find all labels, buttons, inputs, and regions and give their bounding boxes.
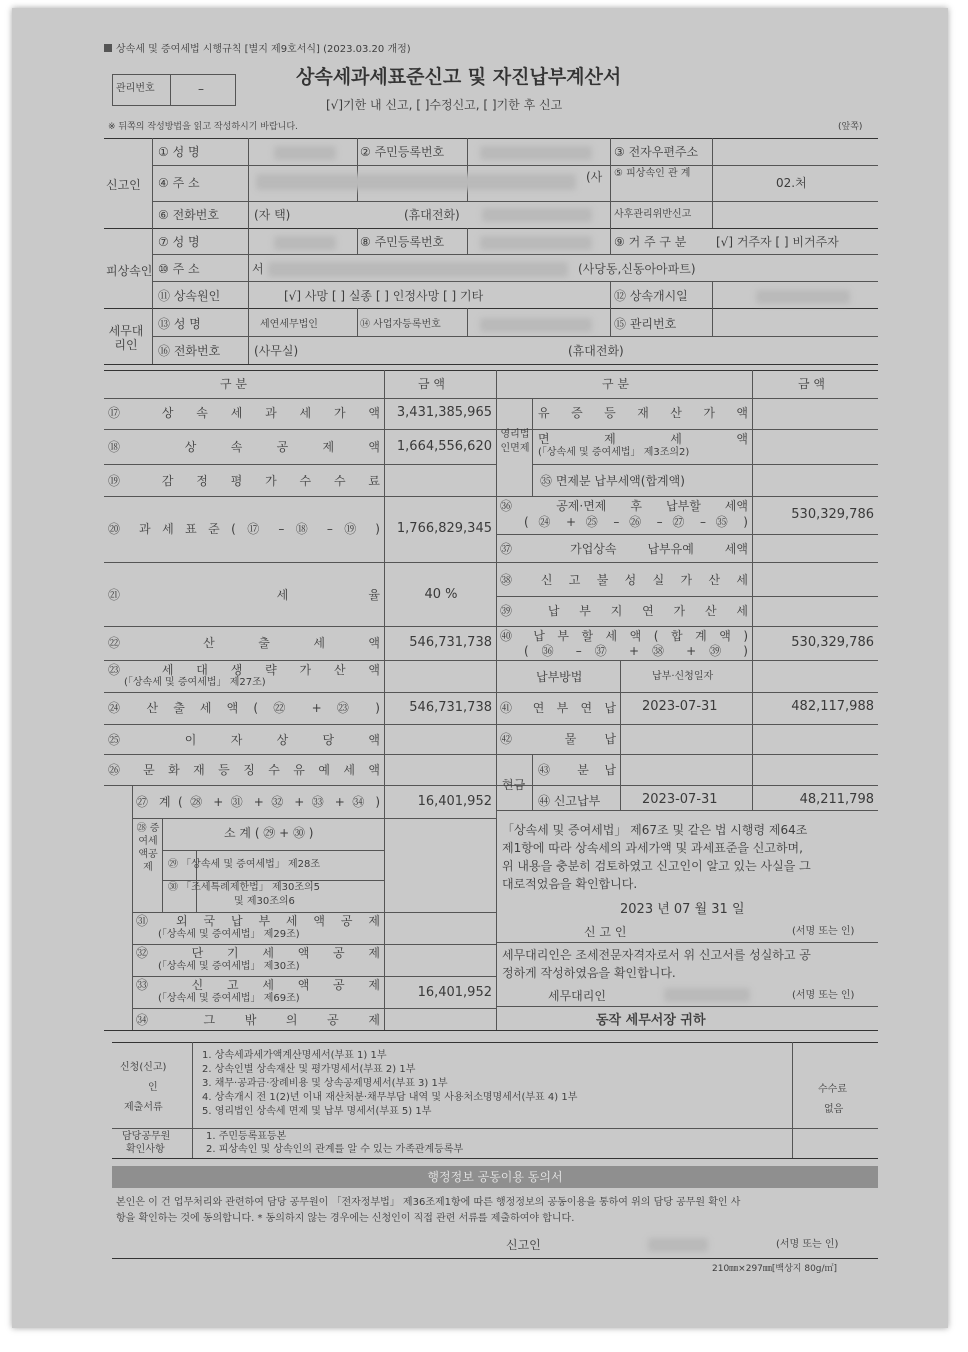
left-header-item: 구 분 <box>220 377 247 391</box>
agent-name-value: 세연세무법인 <box>260 319 318 330</box>
officer-label-1: 담당공무원 <box>122 1131 171 1142</box>
redacted-decedent-rrn <box>480 236 592 250</box>
declaration-filer: 신 고 인 <box>584 925 627 939</box>
row-26-label: ㉖ 문 화 재 등 징 수 유 예 세 액 <box>108 763 380 777</box>
agent-phone-mobile: (휴대전화) <box>568 344 624 358</box>
attachment-item-4: 4. 상속개시 전 1(2)년 이내 재산처분·채무부담 내역 및 사용처소명명세서(부표 4) 1부 <box>202 1092 578 1103</box>
attachment-item-5: 5. 영리법인 상속세 면제 및 납부 명세서(부표 5) 1부 <box>202 1106 432 1117</box>
row-20-value: 1,766,829,345 <box>396 521 492 536</box>
row-38-label: ㊳ 신 고 불 성 실 가 산 세 <box>500 573 748 587</box>
row-37-label: ㊲ 가업상속 납부유예 세액 <box>500 542 748 556</box>
cause-label: ⑪ 상속원인 <box>158 289 221 303</box>
decedent-address-label: ⑩ 주 소 <box>158 262 200 276</box>
row-32-label: ㉜ 단 기 세 액 공 제 <box>136 946 380 960</box>
row-44-label: ㊹ 신고납부 <box>538 794 601 808</box>
start-date-label: ⑫ 상속개시일 <box>614 289 688 303</box>
row-36-label: ㊱ 공제·면제 후 납부할 세액 <box>500 499 748 513</box>
square-bullet-icon <box>104 44 112 52</box>
consent-title: 행정정보 공동이용 동의서 <box>112 1166 878 1188</box>
right-header-item: 구 분 <box>602 377 629 391</box>
row-42-label: ㊷ 물 납 <box>500 732 616 746</box>
credit-30-label: ㉚ 「조세특례제한법」 제30조의5 <box>168 882 321 893</box>
redacted-filer-phone <box>482 208 592 222</box>
agent-mgmt-label: ⑮ 관리번호 <box>614 317 677 331</box>
row-18-value: 1,664,556,620 <box>396 439 492 454</box>
redacted-filer-rrn <box>480 146 592 160</box>
agent-signer: 세무대리인 <box>548 989 606 1003</box>
row-36-value: 530,329,786 <box>791 507 874 522</box>
pay-date-header: 납부·신청일자 <box>652 671 714 682</box>
officer-item-1: 1. 주민등록표등본 <box>206 1131 287 1142</box>
row-23-sub: (「상속세 및 증여세법」 제27조) <box>124 677 266 688</box>
row-27-value: 16,401,952 <box>417 794 492 809</box>
residency-label: ⑨ 거 주 구 분 <box>614 235 687 249</box>
officer-label-2: 확인사항 <box>126 1144 165 1155</box>
row-34-label: ㉞ 그 밖 의 공 제 <box>136 1013 380 1027</box>
row-27-label: ㉗ 계 ( ㉘ + ㉛ + ㉜ + ㉝ + ㉞ ) <box>136 795 380 809</box>
row-40-value: 530,329,786 <box>791 635 874 650</box>
row-22-label: ㉒ 산 출 세 액 <box>108 636 380 650</box>
agent-name-label: ⑬ 성 명 <box>158 317 201 331</box>
decedent-rrn-label: ⑧ 주민등록번호 <box>360 235 445 249</box>
filer-section-label: 신고인 <box>106 178 141 192</box>
redacted-decedent-name <box>274 236 336 250</box>
credit-30-sub: 및 제30조의6 <box>234 896 295 907</box>
consent-line-2: 항을 확인하는 것에 동의합니다. * 동의하지 않는 경우에는 신청인이 직접 관련 서류를 제출하여야 합니다. <box>116 1213 575 1224</box>
tax-office: 동작 세무서장 귀하 <box>596 1013 706 1028</box>
filer-phone-home: (자 택) <box>254 208 291 222</box>
row-44-date: 2023-07-31 <box>642 792 718 807</box>
filing-type: [√]기한 내 신고, [ ]수정신고, [ ]기한 후 신고 <box>326 98 563 112</box>
declaration-line-4: 대로적었음을 확인합니다. <box>502 877 638 891</box>
officer-item-2: 2. 피상속인 및 상속인의 관계를 알 수 있는 가족관계등록부 <box>206 1144 464 1155</box>
attachment-item-2: 2. 상속인별 상속재산 및 평가명세서(부표 2) 1부 <box>202 1064 416 1075</box>
row-33-sub: (「상속세 및 증여세법」 제69조) <box>158 993 300 1004</box>
declaration-line-3: 위 내용을 충분히 검토하였고 신고인이 알고 있는 사실을 그 <box>502 859 811 873</box>
consent-line-1: 본인은 이 건 업무처리와 관련하여 담당 공무원이 「전자정부법」 제36조제1항에 따른 행정정보의 공동이용을 통하여 위의 담당 공무원 확인 사 <box>116 1197 741 1208</box>
redacted-decedent-address <box>268 262 568 277</box>
declaration-sign: (서명 또는 인) <box>792 926 855 937</box>
declaration-date: 2023 년 07 월 31 일 <box>620 902 745 917</box>
relation-value: 02.처 <box>776 176 807 190</box>
row-23-label: ㉓ 세 대 생 략 가 산 액 <box>108 663 380 677</box>
row-32-sub: (「상속세 및 증여세법」 제30조) <box>158 961 300 972</box>
filer-phone-label: ⑥ 전화번호 <box>158 208 219 222</box>
fee-value: 없음 <box>824 1104 844 1115</box>
decedent-section-label: 피상속인 <box>106 264 153 278</box>
relation-label: ⑤ 피상속인 관 계 <box>614 168 691 179</box>
row-44-value: 48,211,798 <box>799 792 874 807</box>
cash-group: 현금 <box>502 778 526 792</box>
row-40-label: ㊵ 납 부 할 세 액 ( 합 계 액 ) <box>500 629 748 643</box>
row-33-label: ㉝ 신 고 세 액 공 제 <box>136 978 380 992</box>
row-31-sub: (「상속세 및 증여세법」 제29조) <box>158 929 300 940</box>
agent-phone-label: ⑯ 전화번호 <box>158 344 221 358</box>
row-21-label: ㉑ 세 율 <box>108 588 380 602</box>
gift-credit-group: ㉘ 증여세액공제 <box>136 823 160 873</box>
mgmt-number-value: – <box>198 82 204 96</box>
row-21-value: 40 % <box>424 587 458 602</box>
cause-value: [√] 사망 [ ] 실종 [ ] 인정사망 [ ] 기타 <box>284 289 484 303</box>
row-22-value: 546,731,738 <box>409 635 492 650</box>
filer-address-tail: (사 <box>586 170 603 184</box>
row-36-sub: ( ㉔ + ㉕ – ㉖ – ㉗ – ㉟ ) <box>524 515 748 529</box>
mgmt-number-label: 관리번호 <box>116 83 155 94</box>
attachments-label-1: 신청(신고) <box>120 1062 167 1073</box>
agent-bizno-label: ⑭ 사업자등록번호 <box>360 319 441 330</box>
redacted-filer-address <box>256 174 576 190</box>
credit-subtotal-label: 소 계 ( ㉙ + ㉚ ) <box>224 826 314 840</box>
filer-phone-mobile: (휴대전화) <box>404 208 460 222</box>
residency-value: [√] 거주자 [ ] 비거주자 <box>716 235 839 249</box>
pay-method-header: 납부방법 <box>536 670 583 684</box>
attachment-item-3: 3. 채무·공과금·장례비용 및 상속공제명세서(부표 3) 1부 <box>202 1078 448 1089</box>
left-header-amount: 금 액 <box>418 377 445 391</box>
agent-sign: (서명 또는 인) <box>792 990 855 1001</box>
law-reference-text: 상속세 및 증여세법 시행규칙 [별지 제9호서식] (2023.03.20 개정) <box>116 44 411 55</box>
row-19-label: ⑲ 감 정 평 가 수 수 료 <box>108 474 380 488</box>
right-header-amount: 금 액 <box>798 377 825 391</box>
row-18-label: ⑱ 상 속 공 제 액 <box>108 440 380 454</box>
row-43-label: ㊸ 분 납 <box>538 763 616 777</box>
row-39-label: ㊴ 납 부 지 연 가 산 세 <box>500 604 748 618</box>
filer-name-label: ① 성 명 <box>158 145 200 159</box>
row-35-label: ㉟ 면제분 납부세액(합계액) <box>540 474 685 488</box>
filer-rrn-label: ② 주민등록번호 <box>360 145 445 159</box>
form-title: 상속세과세표준신고 및 자진납부계산서 <box>296 66 622 88</box>
attachments-label-3: 제출서류 <box>124 1102 163 1113</box>
redacted-consent-signer <box>648 1238 708 1252</box>
row-25-label: ㉕ 이 자 상 당 액 <box>108 733 380 747</box>
paper-spec: 210㎜×297㎜[백상지 80g/㎡] <box>712 1264 838 1274</box>
row-31-label: ㉛ 외 국 납 부 세 액 공 제 <box>136 914 380 928</box>
redacted-filer-name <box>274 146 336 160</box>
fee-label: 수수료 <box>818 1084 847 1095</box>
row-20-label: ⑳ 과 세 표 준 ( ⑰ – ⑱ – ⑲ ) <box>108 522 380 536</box>
declaration-line-2: 제1항에 따라 상속세의 과세가액 및 과세표준을 신고하며, <box>502 841 803 855</box>
row-24-label: ㉔ 산 출 세 액 ( ㉒ + ㉓ ) <box>108 701 380 715</box>
post-violation-label: 사후관리위반신고 <box>614 209 692 220</box>
row-17-label: ⑰ 상 속 세 과 세 가 액 <box>108 406 380 420</box>
attachment-item-1: 1. 상속세과세가액계산명세서(부표 1) 1부 <box>202 1050 387 1061</box>
row-41-date: 2023-07-31 <box>642 699 718 714</box>
consent-sign: (서명 또는 인) <box>776 1239 839 1250</box>
row-17-value: 3,431,385,965 <box>396 405 492 420</box>
filer-email-label: ③ 전자우편주소 <box>614 145 699 159</box>
agent-declaration-line-2: 정하게 작성하였음을 확인합니다. <box>502 966 676 980</box>
agent-phone-office: (사무실) <box>254 344 299 358</box>
row-41-label: ㊶ 연 부 연 납 <box>500 701 616 715</box>
redacted-agent-bizno <box>480 318 592 332</box>
tax-form-sheet <box>12 8 948 1328</box>
donated-asset-label: 유 증 등 재 산 가 액 <box>538 406 748 420</box>
decedent-name-label: ⑦ 성 명 <box>158 235 200 249</box>
row-24-value: 546,731,738 <box>409 700 492 715</box>
row-40-sub: ( ㊱ – ㊲ + ㊳ + ㊴ ) <box>524 644 748 658</box>
row-33-value: 16,401,952 <box>417 985 492 1000</box>
attachments-label-2: 인 <box>148 1082 158 1093</box>
exempt-tax-label: 면 제 세 액 <box>538 432 748 446</box>
instruction-note: ※ 뒤쪽의 작성방법을 읽고 작성하시기 바랍니다. <box>108 122 298 132</box>
redacted-agent-signer <box>664 988 750 1002</box>
law-reference <box>104 44 411 56</box>
consent-signer: 신고인 <box>506 1238 541 1252</box>
declaration-line-1: 「상속세 및 증여세법」 제67조 및 같은 법 시행령 제64조 <box>502 823 808 837</box>
agent-section-label: 세무대리인 <box>108 324 144 352</box>
page-side: (앞쪽) <box>838 122 863 132</box>
agent-declaration-line-1: 세무대리인은 조세전문자격자로서 위 신고서를 성실하고 공 <box>502 948 811 962</box>
decedent-address-head: 서 <box>252 262 264 276</box>
decedent-address-tail: (사당동,신동아아파트) <box>578 262 696 276</box>
row-41-value: 482,117,988 <box>791 699 874 714</box>
filer-address-label: ④ 주 소 <box>158 176 200 190</box>
exempt-tax-sub: (「상속세 및 증여세법」 제3조의2) <box>538 447 690 458</box>
credit-29-label: ㉙ 「상속세 및 증여세법」 제28조 <box>168 859 321 870</box>
redacted-start-date <box>756 290 850 304</box>
corp-exempt-group: 영리법인면제 <box>500 429 530 454</box>
